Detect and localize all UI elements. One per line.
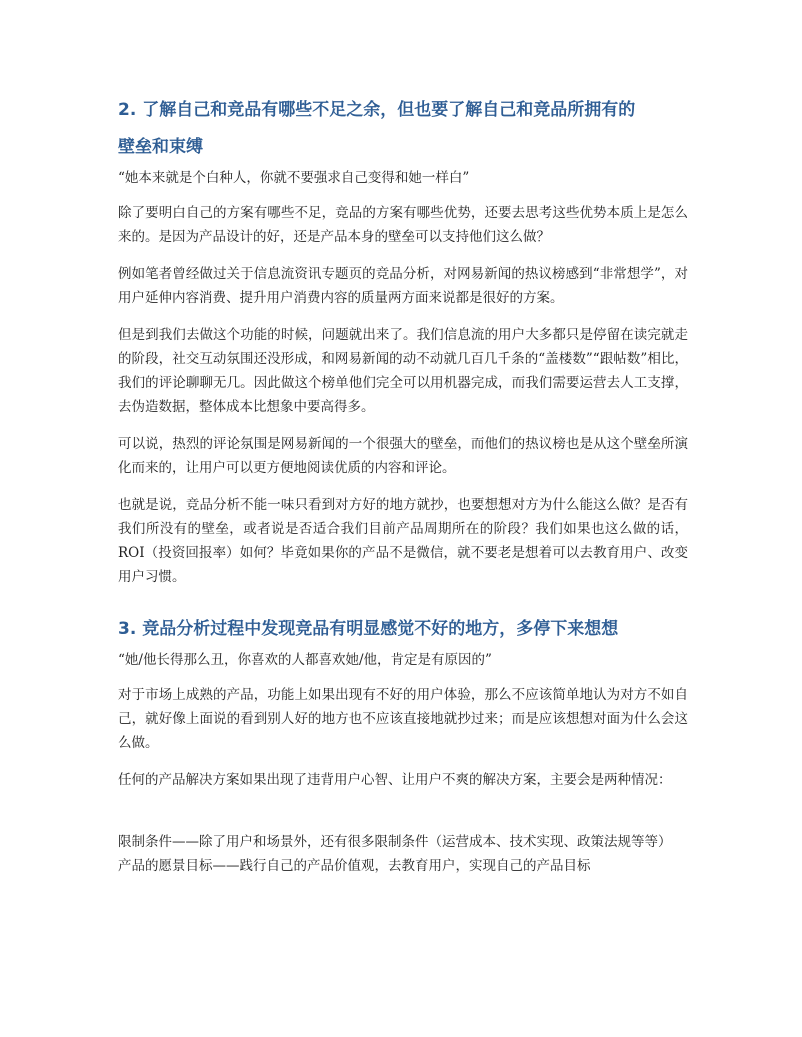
section-3	[118, 611, 688, 877]
section-2-paragraph: 也就是说，竞品分析不能一味只看到对方好的地方就抄，也要想想对方为什么能这么做？是否有我们所没有的壁垒，或者说是否适合我们目前产品周期所在的阶段？我们如果也这么做的话，ROI（投资回报率）如何？毕竟如果你的产品不是微信，就不要老是想着可以去教育用户、改变用户习惯。	[118, 497, 688, 585]
section-2-heading-line-2: 壁垒和束缚	[118, 137, 203, 157]
section-2-heading-line-1: 2. 了解自己和竞品有哪些不足之余，但也要了解自己和竞品所拥有的	[118, 100, 636, 120]
section-2-paragraph: 例如笔者曾经做过关于信息流资讯专题页的竞品分析，对网易新闻的热议榜感到“非常想学”，对用户延伸内容消费、提升用户消费内容的质量两方面来说都是很好的方案。	[118, 266, 688, 306]
document-content	[118, 92, 688, 880]
section-2-heading	[118, 92, 688, 166]
section-3-quote: “她/他长得那么丑，你喜欢的人都喜欢她/他，肯定是有原因的”	[118, 652, 492, 668]
section-2-paragraph: 但是到我们去做这个功能的时候，问题就出来了。我们信息流的用户大多都只是停留在读完就走的阶段，社交互动氛围还没形成，和网易新闻的动不动就几百几千条的“盖楼数”“跟帖数”相比，我们的评论聊聊无几。因此做这个榜单他们完全可以用机器完成，而我们需要运营去人工支撑，去伪造数据，整体成本比想象中要高得多。	[118, 327, 688, 415]
section-2-paragraph: 可以说，热烈的评论氛围是网易新闻的一个很强大的壁垒，而他们的热议榜也是从这个壁垒所演化而来的，让用户可以更方便地阅读优质的内容和评论。	[118, 436, 688, 476]
section-2	[118, 92, 688, 589]
section-2-quote: “她本来就是个白种人，你就不要强求自己变得和她一样白”	[118, 170, 470, 186]
section-3-heading: 3. 竞品分析过程中发现竞品有明显感觉不好的地方，多停下来想想	[118, 619, 619, 639]
section-2-paragraph: 除了要明白自己的方案有哪些不足，竞品的方案有哪些优势，还要去思考这些优势本质上是怎么来的。是因为产品设计的好，还是产品本身的壁垒可以支持他们这么做？	[118, 205, 688, 245]
section-3-paragraph: 对于市场上成熟的产品，功能上如果出现有不好的用户体验，那么不应该简单地认为对方不如自己，就好像上面说的看到别人好的地方也不应该直接地就抄过来；而是应该想想对面为什么会这么做。	[118, 687, 688, 751]
list-item: 限制条件——除了用户和场景外，还有很多限制条件（运营成本、技术实现、政策法规等等）	[118, 834, 672, 850]
section-3-paragraph: 任何的产品解决方案如果出现了违背用户心智、让用户不爽的解决方案，主要会是两种情况：	[118, 772, 672, 788]
list-item: 产品的愿景目标——践行自己的产品价值观，去教育用户，实现自己的产品目标	[118, 858, 591, 874]
situation-list	[118, 832, 688, 877]
